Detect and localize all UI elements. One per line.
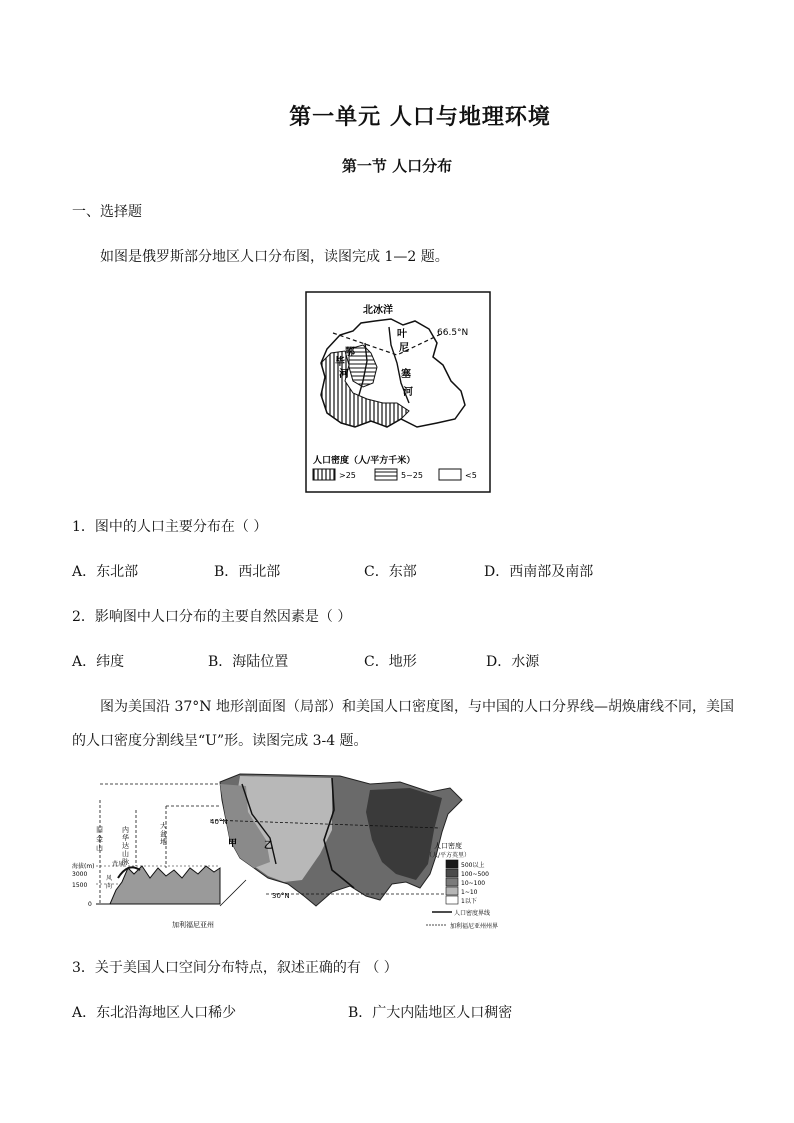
legend-label-medium: 5~25	[401, 471, 423, 480]
q1-option-a[interactable]: A．东北部	[72, 564, 139, 580]
density-legend-label-0: 500以上	[461, 862, 485, 869]
density-legend-swatch-1	[446, 869, 458, 877]
section-heading: 一、选择题	[72, 204, 142, 220]
intro-paragraph-2-line-1: 图为美国沿 37°N 地形剖面图（局部）和美国人口密度图，与中国的人口分界线—胡焕庸线不同，美国	[100, 699, 734, 715]
height-axis-label: 海拔(m)	[72, 863, 95, 870]
yenisei-label-4: 河	[403, 387, 413, 398]
usa-profile-and-density-figure	[70, 770, 522, 932]
dash-dayendi	[166, 806, 220, 868]
legend-label-high: >25	[339, 471, 356, 480]
q2-option-c[interactable]: C．地形	[364, 654, 417, 670]
q2-option-a[interactable]: A．纬度	[72, 654, 125, 670]
question-1-stem: 1．图中的人口主要分布在（ ）	[72, 519, 268, 535]
latitude-label: 66.5°N	[437, 328, 469, 338]
jiujinshan-3: 山	[96, 844, 103, 852]
point-yi: 乙	[264, 841, 274, 851]
california-pointer	[220, 880, 246, 906]
ocean-label: 北冰洋	[363, 305, 393, 316]
tick-0: 0	[88, 901, 92, 908]
page-title: 第一单元 人口与地理环境	[289, 104, 551, 130]
fengxiang-1: 风	[106, 875, 113, 882]
legend-swatch-high	[313, 469, 335, 480]
density-legend-title: 人口密度	[434, 842, 462, 850]
ob-label-2: 毕	[335, 357, 345, 368]
neihuada-1: 内	[122, 826, 129, 834]
lat-40-label: 40°N	[210, 818, 228, 826]
tick-1500: 1500	[72, 882, 88, 889]
density-legend-label-2: 10~100	[461, 880, 486, 887]
q1-option-b[interactable]: B．西北部	[214, 564, 281, 580]
yenisei-label-2: 尼	[399, 343, 409, 354]
density-legend-label-3: 1~10	[461, 889, 478, 896]
beifeng-label: 背风	[112, 861, 125, 868]
density-legend	[446, 860, 489, 905]
california-label: 加利福尼亚州	[172, 921, 214, 929]
q2-option-b[interactable]: B．海陆位置	[208, 654, 289, 670]
legend-title: 人口密度（人/平方千米）	[313, 456, 416, 466]
legend-label-low: <5	[465, 471, 477, 480]
state-border-legend-label: 加利福尼亚州州界	[450, 923, 499, 930]
russia-population-map	[305, 291, 491, 493]
boundary-legend-label: 人口密度界线	[454, 910, 491, 917]
intro-paragraph-2-line-2: 的人口密度分割线呈“U”形。读图完成 3-4 题。	[72, 733, 368, 749]
point-jia: 甲	[228, 839, 238, 849]
q2-option-d[interactable]: D．水源	[486, 654, 540, 670]
question-3-stem: 3．关于美国人口空间分布特点，叙述正确的有 （ ）	[72, 960, 398, 976]
density-legend-swatch-0	[446, 860, 458, 868]
q3-option-b[interactable]: B．广大内陆地区人口稠密	[348, 1005, 513, 1021]
density-legend-swatch-2	[446, 878, 458, 886]
yenisei-label-1: 叶	[397, 329, 407, 340]
density-legend-label-1: 100~500	[461, 871, 489, 878]
q3-option-a[interactable]: A．东北沿海地区人口稀少	[72, 1005, 237, 1021]
density-legend-swatch-4	[446, 896, 458, 904]
density-legend-swatch-3	[446, 887, 458, 895]
ob-label-1: 鄂	[345, 347, 355, 358]
jiujinshan-1: 旧	[96, 826, 103, 834]
legend-swatch-low	[439, 469, 461, 480]
neihuada-2: 华	[122, 834, 129, 842]
dayendi-1: 大	[160, 822, 167, 830]
neihuada-3: 达	[122, 842, 129, 850]
density-legend-unit: （人/平方英里）	[426, 852, 471, 859]
question-2-stem: 2．影响图中人口分布的主要自然因素是（ ）	[72, 609, 352, 625]
q1-option-c[interactable]: C．东部	[364, 564, 417, 580]
fengxiang-2: 向	[106, 883, 113, 890]
neihuada-4: 山	[122, 850, 129, 858]
page-subtitle: 第一节 人口分布	[341, 157, 453, 175]
dayendi-3: 地	[160, 838, 167, 846]
ob-label-3: 河	[339, 369, 349, 380]
dayendi-2: 盆	[160, 830, 167, 838]
intro-paragraph-1: 如图是俄罗斯部分地区人口分布图，读图完成 1—2 题。	[100, 249, 449, 265]
q1-option-d[interactable]: D．西南部及南部	[484, 564, 594, 580]
lat-30-label: 30°N	[272, 892, 290, 900]
yenisei-label-3: 塞	[401, 369, 411, 380]
legend-swatch-medium	[375, 469, 397, 480]
tick-3000: 3000	[72, 871, 88, 878]
jiujinshan-2: 金	[96, 835, 103, 843]
density-legend-label-4: 1以下	[461, 898, 477, 905]
neihuada-5: 脉	[122, 858, 129, 866]
